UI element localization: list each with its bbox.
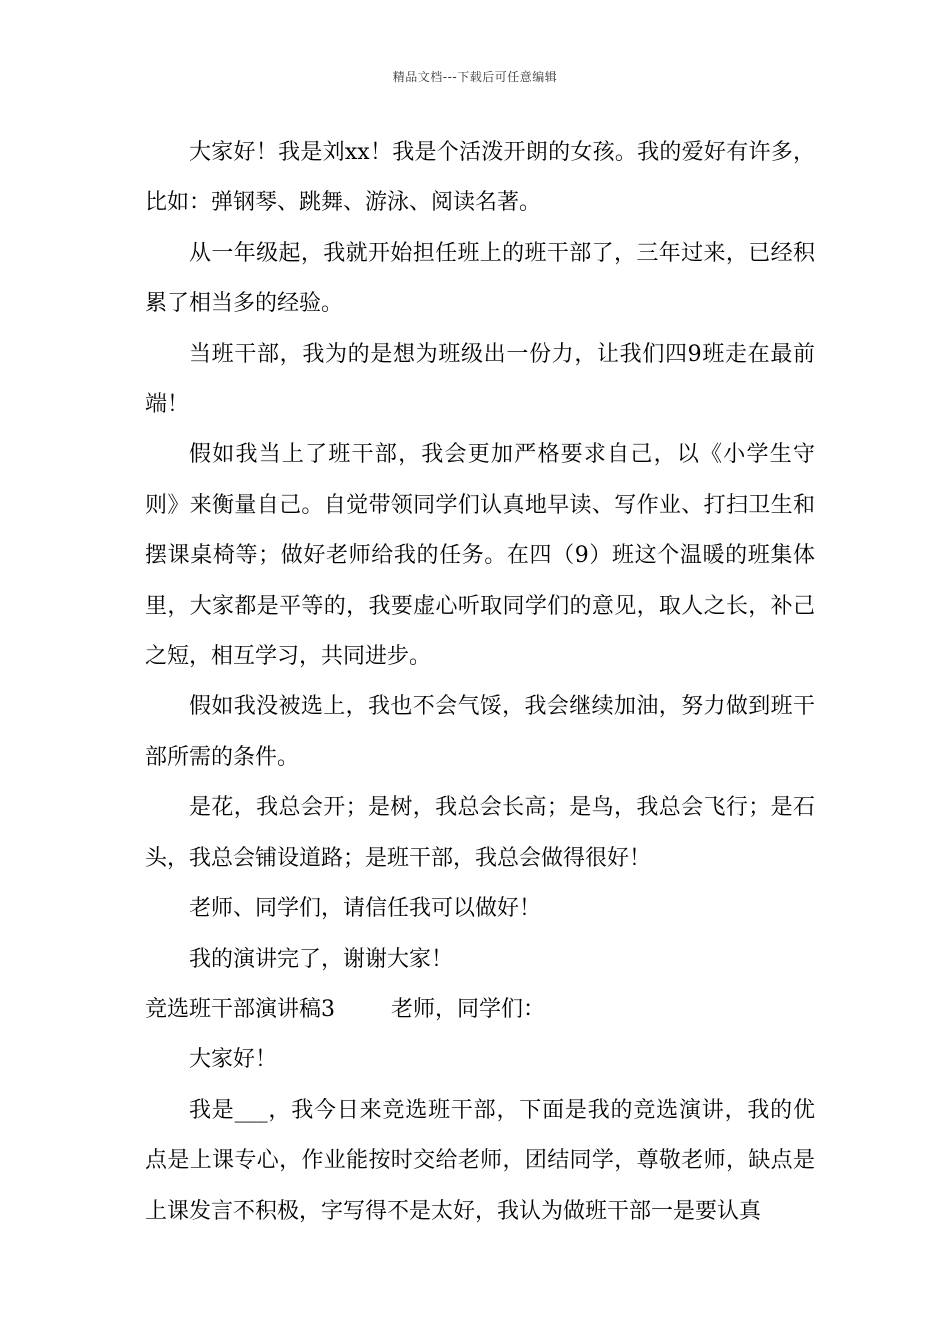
paragraph-if-not-elected: 假如我没被选上，我也不会气馁，我会继续加油，努力做到班干部所需的条件。 (145, 694, 815, 770)
section-heading-line (145, 985, 815, 1035)
document-body (145, 128, 815, 1237)
paragraph-plan: 假如我当上了班干部，我会更加严格要求自己，以《小学生守则》来衡量自己。自觉带领同学们认真地早读、写作业、打扫卫生和摆课桌椅等；做好老师给我的任务。在四（9）班这个温暖的班集体里，大家都是平等的，我要虚心听取同学们的意见，取人之长，补己之短，相互学习，共同进步。 (145, 442, 815, 670)
paragraph-trust: 老师、同学们，请信任我可以做好！ (189, 896, 542, 922)
paragraph-metaphor: 是花，我总会开；是树，我总会长高；是鸟，我总会飞行；是石头，我总会铺设道路；是班干部，我总会做得很好！ (145, 795, 815, 871)
paragraph-greeting-2: 大家好！ (189, 1047, 278, 1073)
paragraph-greeting: 大家好！我是刘xx！我是个活泼开朗的女孩。我的爱好有许多，比如：弹钢琴、跳舞、游泳、阅读名著。 (145, 140, 815, 216)
paragraph-self-intro-2: 我是___，我今日来竞选班干部，下面是我的竞选演讲，我的优点是上课专心，作业能按时交给老师，团结同学，尊敬老师，缺点是上课发言不积极，字写得不是太好，我认为做班干部一是要认真 (145, 1097, 815, 1224)
paragraph-closing: 我的演讲完了，谢谢大家！ (189, 946, 454, 972)
page-header: 精品文档---下载后可任意编辑 (392, 70, 558, 84)
paragraph-experience: 从一年级起，我就开始担任班上的班干部了，三年过来，已经积累了相当多的经验。 (145, 240, 815, 317)
section-salutation: 老师，同学们： (390, 996, 545, 1022)
paragraph-purpose: 当班干部，我为的是想为班级出一份力，让我们四9班走在最前端！ (145, 341, 815, 418)
section-title: 竞选班干部演讲稿3 (145, 996, 335, 1022)
